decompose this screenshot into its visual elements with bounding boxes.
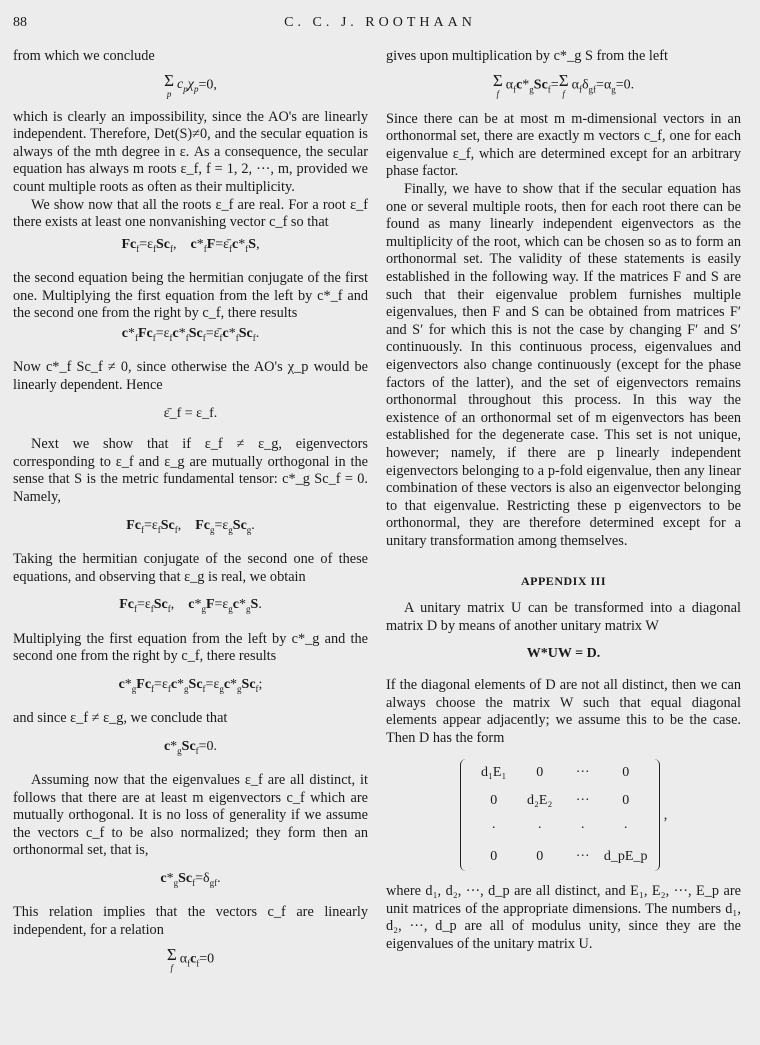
matrix-cell: 0 [490,793,498,809]
paragraph: Multiplying the first equation from the left by c*_g and the second one from the right by c_f, there results [13,630,368,665]
matrix-cell: 0 [536,765,544,781]
equation: $Fc_f=\varepsilon_fSc_f$, $c*_fF=\varepsilon̄_fc*_fS$, [121,236,260,254]
right-column [386,48,741,954]
paragraph: and since ε_f ≠ ε_g, we conclude that [13,710,228,727]
equation: $c*_gFc_f=\varepsilon_fc*_gSc_f=\varepsilon_gc*_gSc_f$; [118,676,263,694]
paragraph: where d₁, d₂, ···, d_p are all distinct, and E₁, E₂, ···, E_p are unit matrices of the appropriate dimensions. The numbers d₁, d₂, ···, d_p are all of modulus unity, since they are the eigenvalues of the unitary matrix U. [386,883,741,953]
matrix-cell: d₂E₂ [527,793,553,809]
matrix-cell: · [537,821,543,837]
matrix-cell: 0 [536,849,544,865]
paragraph: Finally, we have to show that if the secular equation has one or several multiple roots, then for each root there can be found as many linearly independent eigenvectors as the multiplicity of the root, which can be chosen so as to form an orthonormal set. The validity of these statements is easily established in the following way. If the matrices F and S are such that their eigenvalue problem furnishes multiple eigenvalues, then F and S can be obtained from matrices F′ and S′ for which this is not the case by changing F′ and S′ continuously. In this continuous process, eigenvalues and eigenvectors also change continuously (except for the phase factors of the latter), and the set of eigenvectors remains orthonormal throughout this process. In this way the existence of an orthonormal set of m eigenvectors has been established for the degenerate case. This set is not unique, however; namely, if there are p linearly independent eigenvectors belonging to a p-fold eigenvalue, then any linear combination of these vectors is also an eigenvector belonging to that eigenvalue. Restricting these p eigenvectors to be orthonormal, they are therefore determined except for a unitary transformation among themselves. [386,181,741,549]
equation: $Fc_f=\varepsilon_fSc_f$, $c*_gF=\varepsilon_gc*_gS$. [119,597,262,614]
equation: W*UW = D. [526,646,601,662]
matrix-cell: d_pE_p [603,849,648,865]
equation: $c*_gSc_f=0$. [163,738,218,756]
matrix-cell: d₁E₁ [481,765,507,781]
equation: $c*_gSc_f=\delta_{gf}$. [160,871,221,888]
equation: Σ f $\alpha_fc_f=0$ [166,944,215,973]
matrix-cell: · [580,821,586,837]
matrix-cell: 0 [490,849,498,865]
page-number: 88 [13,15,27,30]
matrix-cell: ··· [575,849,590,865]
matrix-grid [460,759,660,871]
matrix-cell: · [491,821,497,837]
paragraph: A unitary matrix U can be transformed into a diagonal matrix D by means of another unitary matrix W [386,600,741,634]
matrix-cell: · [623,821,629,837]
matrix-cell: 0 [622,765,630,781]
paragraph: If the diagonal elements of D are not all distinct, then we can always choose the matrix W such that equal diagonal elements appear adjacently; we assume this to be the case. Then D has the form [386,676,741,746]
paragraph: Assuming now that the eigenvalues ε_f are all distinct, it follows that there are at least m eigenvectors c_f which are mutually orthogonal. It is no loss of generality if we assume the vectors c_f to be also normalized; they form then an orthonormal set, that is, [13,772,368,859]
paragraph: We show now that all the roots ε_f are real. For a root ε_f there exists at least one nonvanishing vector c_f so that [13,196,368,231]
running-head: C. C. J. ROOTHAAN [284,15,476,30]
paragraph: from which we conclude [13,48,155,64]
paragraph: Next we show that if ε_f ≠ ε_g, eigenvectors corresponding to ε_f and ε_g are mutually orthogonal in the sense that S is the metric fundamental tensor: c*_g Sc_f = 0. Namely, [13,436,368,505]
paragraph: the second equation being the hermitian conjugate of the first one. Multiplying the first equation from the left by c*_f and the second one from the right by c_f, there results [13,270,368,322]
diagonal-matrix [386,759,741,871]
paragraph: Now c*_f Sc_f ≠ 0, since otherwise the AO's χ_p would be linearly dependent. Hence [13,359,368,394]
matrix-cell: ··· [575,793,590,809]
paragraph: which is clearly an impossibility, since the AO's are linearly independent. Therefore, Det(S)≠0, and the secular equation is always of the mth degree in ε. As a consequence, the secular equation has always m roots ε_f, f = 1, 2, ···, m, provided we count multiple roots as often as their multiplicity. [13,108,368,196]
paragraph: Since there can be at most m m-dimensional vectors in an orthonormal set, there are exactly m vectors c_f, one for each eigenvalue ε_f, which are determined except for an arbitrary phase factor. [386,110,741,180]
matrix-cell: ··· [575,765,590,781]
equation: $Fc_f=\varepsilon_fSc_f$, $Fc_g=\varepsilon_gSc_g$. [126,517,255,535]
paragraph: gives upon multiplication by c*_g S from the left [386,48,668,64]
paragraph: This relation implies that the vectors c_f are linearly independent, for a relation [13,904,368,939]
appendix-heading: APPENDIX III [520,573,606,588]
matrix-comma: , [663,806,668,823]
equation: Σ f $\alpha_fc*_gSc_f=$ Σ f $\alpha_f\delta_{gf}=\alpha_g=0$. [492,70,635,99]
matrix-cell: 0 [622,793,630,809]
equation: ε̄_f = ε_f. [163,405,218,421]
equation: Σ p $c_p\chi_p=0$, [164,70,217,99]
paragraph: Taking the hermitian conjugate of the second one of these equations, and observing that ε_g is real, we obtain [13,550,368,585]
left-column [13,48,368,973]
equation: $c*_fFc_f=\varepsilon_fc*_fSc_f=\varepsilon̄_fc*_fSc_f$. [121,326,260,343]
